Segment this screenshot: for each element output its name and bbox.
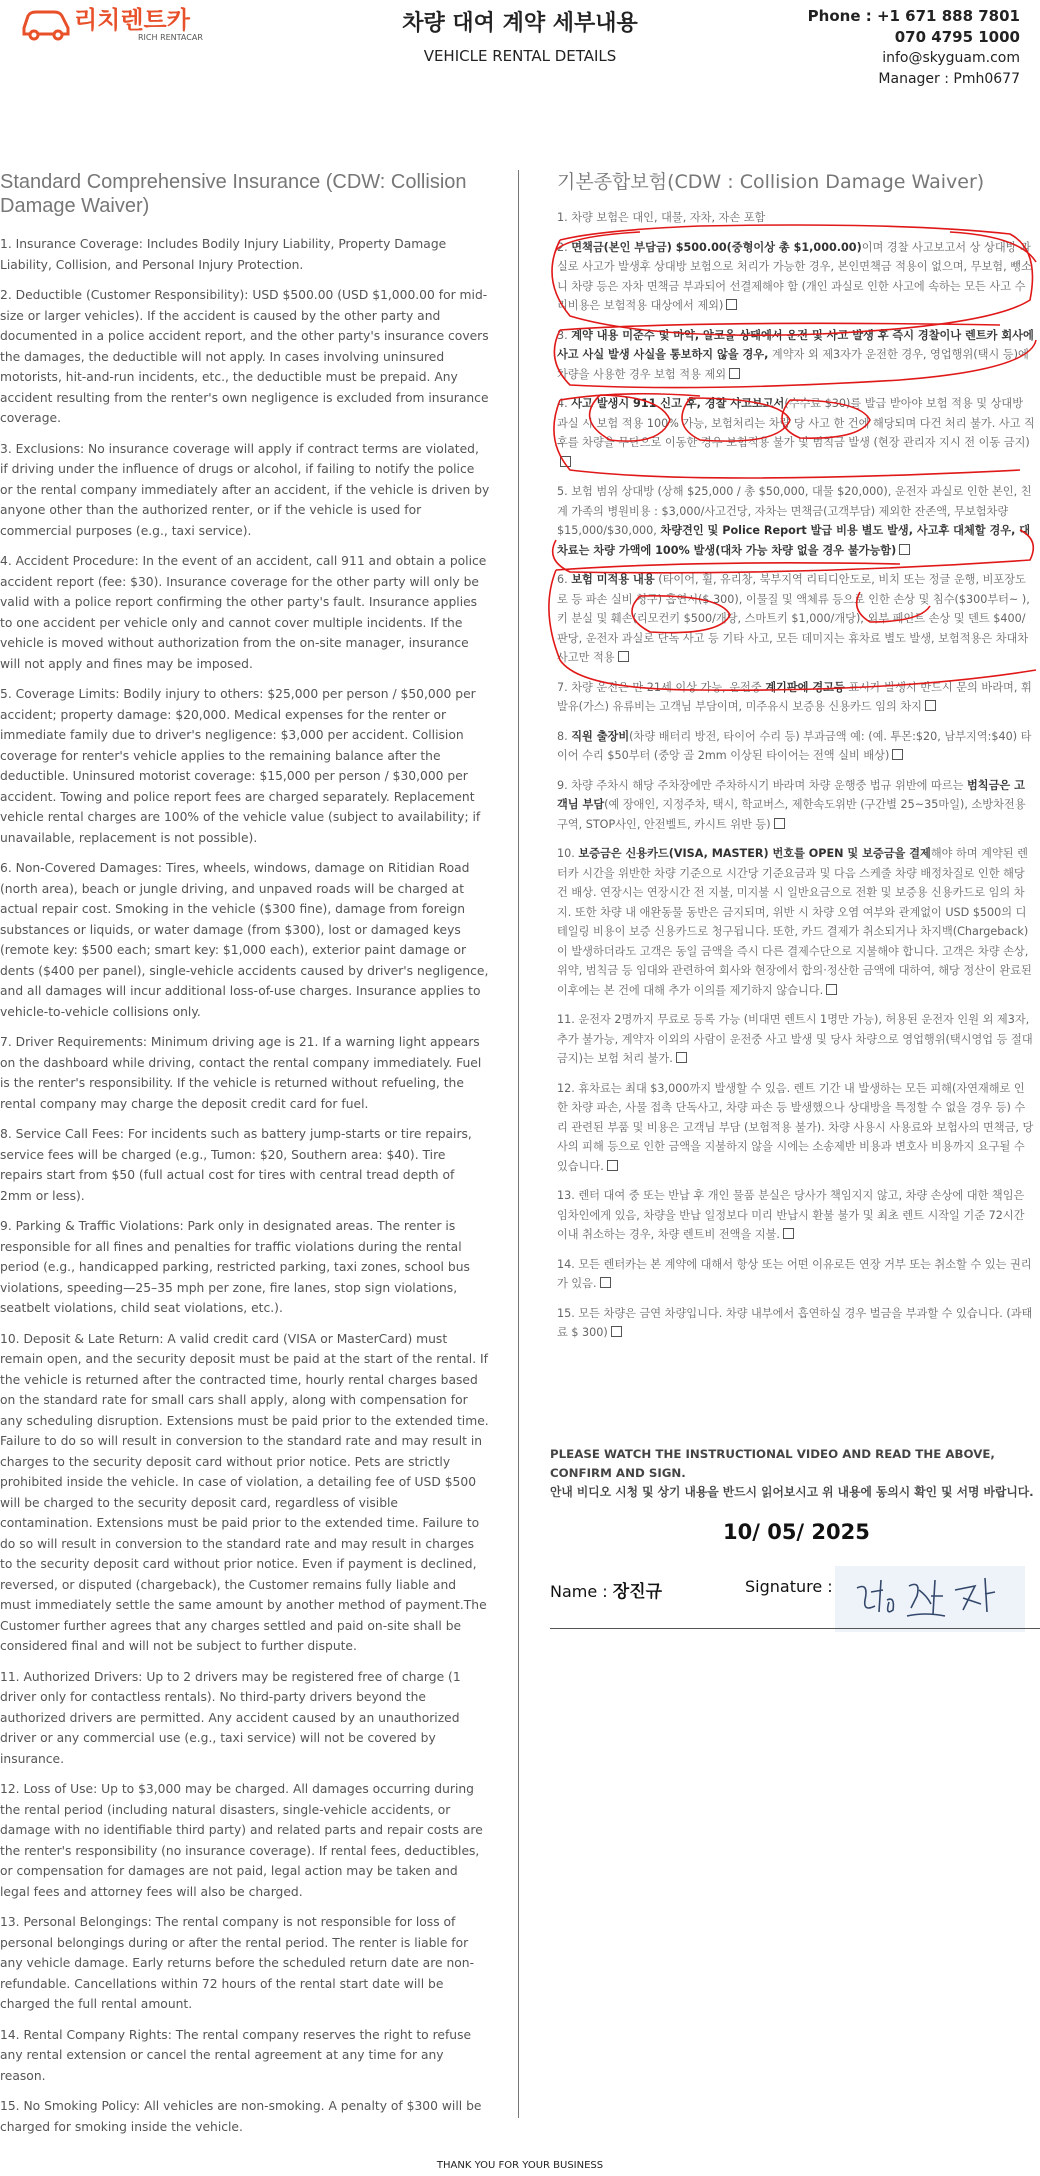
checkbox-icon[interactable] bbox=[892, 749, 903, 760]
english-term-15: 15. No Smoking Policy: All vehicles are non-smoking. A penalty of $300 will be charged for smoking inside the vehicle. bbox=[0, 2099, 482, 2134]
column-divider bbox=[518, 170, 519, 2118]
korean-terms bbox=[557, 170, 1035, 1353]
notice-english: PLEASE WATCH THE INSTRUCTIONAL VIDEO AND READ THE ABOVE, CONFIRM AND SIGN. bbox=[550, 1447, 995, 1480]
contact-block bbox=[808, 6, 1020, 90]
term-text: 12. 휴차료는 최대 $3,000까지 발생할 수 있음. 렌트 기간 내 발생하는 모든 피해(자연재해로 인한 차량 파손, 사물 접촉 단독사고, 차량 파손 등 발생했으나 상대방을 특정할 수 없을 경우 등) 수리 관련된 부품 및 비용은 고객님 부담 (보험적용 불가). 차량 사용시 사용료와 보험사의 면책금, 당사의 피해 등으로 인한 금액을 지불하지 않을 시에는 소송제반 비용과 변호사 비용까지 요구될 수 있습니다. bbox=[557, 1081, 1034, 1173]
checkbox-icon[interactable] bbox=[618, 651, 629, 662]
english-term-5: 5. Coverage Limits: Bodily injury to others: $25,000 per person / $50,000 per accident; property damage: $20,000. Medical expenses for the renter or immediate family due to driver's negligence: $3,000 per accident. Collision coverage for renter's vehicle applies to the remaining balance after the deductible. Uninsured motorist coverage: $15,000 per person / $30,000 per accident. Towing and police report fees are charged separately. Replacement vehicle rental charges are 100% of the vehicle value (subject to availability; if unavailable, replacement is not possible). bbox=[0, 687, 481, 845]
footer-text: THANK YOU FOR YOUR BUSINESS bbox=[436, 2160, 604, 2171]
korean-term-13 bbox=[557, 1186, 1035, 1245]
name-field bbox=[550, 1577, 662, 1602]
term-text: (타이어, 휠, 유리창, 북부지역 리티디안도로, 비치 또는 정글 운행, 비포장도로 등 파손 실비 청구) 흡연시($ 300), 이물질 및 액체류 등으로 인한 손상 및 침수($300부터~ ), 키 분실 및 훼손(리모컨키 $500/개당, 스마트키 $1,000/개당), 외부 페인트 손상 및 덴트 $400/판당, 운전자 과실로 단독 사고 등 기타 사고, 모든 데미지는 휴차료 별도 발생, 보험적용은 차대차 사고만 적용 bbox=[557, 573, 1030, 664]
term-text: 표시가 발생시 반드시 문의 바라며, 휘발유(가스) 유류비는 고객님 부담이며, 미주유시 보증용 신용카드 임의 차지 bbox=[557, 680, 1032, 713]
korean-term-12 bbox=[557, 1079, 1035, 1177]
title-english: VEHICLE RENTAL DETAILS bbox=[423, 47, 617, 65]
term-text: (예 장애인, 지정주차, 택시, 학교버스, 제한속도위반 (구간별 25~35마일), 소방차전용구역, STOP사인, 안전벨트, 카시트 위반 등) bbox=[557, 798, 1026, 831]
checkbox-icon[interactable] bbox=[783, 1228, 794, 1239]
english-term-13: 13. Personal Belongings: The rental company is not responsible for loss of personal belongings during or after the rental period. The renter is liable for any vehicle damage. Early returns before the scheduled return date are non-refundable. Cancellations within 72 hours of the rental start date will be charged the full rental amount. bbox=[0, 1915, 475, 2011]
name-value: 장진규 bbox=[612, 1582, 663, 1602]
checkbox-icon[interactable] bbox=[925, 700, 936, 711]
checkbox-icon[interactable] bbox=[676, 1052, 687, 1063]
english-terms bbox=[0, 170, 490, 2147]
korean-heading: 기본종합보험(CDW : Collision Damage Waiver) bbox=[557, 171, 985, 193]
term-text: 7. 차량 운전은 만 21세 이상 가능, 운전중 bbox=[557, 680, 766, 694]
korean-term-11 bbox=[557, 1010, 1035, 1069]
phone-primary: Phone : +1 671 888 7801 bbox=[807, 7, 1020, 25]
checkbox-icon[interactable] bbox=[726, 299, 737, 310]
english-term-1: 1. Insurance Coverage: Includes Bodily Injury Liability, Property Damage Liability, Collision, and Personal Injury Protection. bbox=[0, 237, 447, 272]
korean-term-14 bbox=[557, 1255, 1035, 1294]
email: info@skyguam.com bbox=[882, 50, 1020, 66]
checkbox-icon[interactable] bbox=[560, 456, 571, 467]
korean-term-9 bbox=[557, 776, 1035, 835]
signature-box[interactable] bbox=[835, 1566, 1025, 1632]
phone-secondary: 070 4795 1000 bbox=[894, 28, 1020, 46]
term-emphasis: 직원 출장비 bbox=[571, 729, 630, 743]
english-term-11: 11. Authorized Drivers: Up to 2 drivers may be registered free of charge (1 driver only for contactless rentals). No third-party drivers beyond the authorized drivers are permitted. Any accident caused by an unauthorized driver or any commercial use (e.g., taxi service) will not be covered by insurance. bbox=[0, 1669, 461, 1766]
term-text: (수수료 $30)를 발급 받아야 보험 적용 및 상대방 과실 시 보험 적용 100% 가능, 보험처리는 차량 당 사고 한 건에 해당되며 다건 처리 불가. 사고 직후를 차량을 무단으로 이동한 경우 보험적용 불가 및 범칙금 발생 (현장 관리자 지시 전 이동 금지) bbox=[557, 397, 1035, 449]
checkbox-icon[interactable] bbox=[826, 984, 837, 995]
term-text: 3. bbox=[557, 328, 572, 342]
checkbox-icon[interactable] bbox=[600, 1277, 611, 1288]
term-text: 8. bbox=[557, 729, 572, 743]
term-emphasis: 면책금(본인 부담금) $500.00(중형이상 총 $1,000.00) bbox=[571, 240, 862, 254]
term-text: 해야 하며 계약된 렌터카 시간을 위반한 차량 기준으로 시간당 기준요금과 및 다음 스케줄 차량 배정차질로 인한 해당건 배상. 연장시는 연장시간 전 지불, 미지불 시 일반요금으로 전환 및 보증용 신용카드로 임의 차지. 또한 차량 내 애완동물 동반은 금지되며, 위반 시 차량 오염 여부와 관계없이 USD $500의 디테일링 비용이 보증 신용카드로 청구됩니다. 또한, 카드 결제가 취소되거나 차지백(Chargeback)이 발생하더라도 고객은 동일 금액을 즉시 다른 결제수단으로 지불해야 합니다. 고객은 차량 손상, 위약, 범칙금 등 임대와 관련하여 회사와 현장에서 합의·정산한 금액에 대하여, 해당 정산이 완료된 이후에는 본 건에 대해 추가 이의를 제기하지 않습니다. bbox=[557, 847, 1032, 997]
term-text: 15. 모든 차량은 금연 차량입니다. 차량 내부에서 흡연하실 경우 벌금을 부과할 수 있습니다. (과태료 $ 300) bbox=[557, 1306, 1033, 1339]
term-text: 4. bbox=[557, 397, 572, 410]
korean-term-10 bbox=[557, 844, 1035, 1000]
signature-label: Signature : bbox=[745, 1577, 833, 1596]
signing-date: 10/ 05/ 2025 bbox=[723, 1520, 870, 1544]
term-text: 1. 차량 보험은 대인, 대물, 자차, 자손 포함 bbox=[557, 211, 766, 224]
logo-text: 리치렌트카 bbox=[74, 6, 190, 34]
term-text: 이며 경찰 사고보고서 상 상대방 과실로 사고가 발생후 상대방 보험으로 처리가 가능한 경우, 본인면책금 적용이 없으며, 무보험, 뺑소니 차량 등은 자차 면책금 부과되어 선결제해야 함 (개인 과실로 인한 사고에 속하는 모든 사고 수리비용은 보험적용 대상에서 제외) bbox=[557, 240, 1032, 312]
checkbox-icon[interactable] bbox=[899, 544, 910, 555]
korean-term-4 bbox=[557, 394, 1035, 472]
manager: Manager : Pmh0677 bbox=[878, 71, 1020, 87]
korean-term-3 bbox=[557, 326, 1035, 385]
name-label: Name : bbox=[550, 1582, 613, 1601]
logo-subtext: RICH RENTACAR bbox=[138, 33, 203, 42]
english-term-9: 9. Parking & Traffic Violations: Park only in designated areas. The renter is responsible for all fines and penalties for traffic violations during the rental period (e.g., handicapped parking, restricted parking, taxi zones, school bus violations, speeding—25–35 mph per zone, fire lanes, stop sign violations, seatbelt violations, child seat violations, etc.). bbox=[0, 1219, 470, 1315]
korean-term-15 bbox=[557, 1304, 1035, 1343]
checkbox-icon[interactable] bbox=[611, 1326, 622, 1337]
term-emphasis: 범칙금은 고객님 부담 bbox=[557, 778, 1025, 811]
term-emphasis: 보증금은 신용카드(VISA, MASTER) 번호를 OPEN 및 보증금을 결제 bbox=[578, 847, 931, 860]
english-term-2: 2. Deductible (Customer Responsibility): USD $500.00 (USD $1,000.00 for mid-size or larger vehicles). If the accident is caused by the other party and documented in a police accident report, and the other party's insurance covers the damages, the deductible will not apply. In cases involving uninsured motorists, hit-and-run incidents, etc., the deductible must be prepaid. Any accident resulting from the renter's own negligence is excluded from insurance coverage. bbox=[0, 288, 489, 425]
term-text: (차량 배터리 방전, 타이어 수리 등) 부과금액 예: (예. 투몬:$20, 남부지역:$40) 타이어 수리 $50부터 (중앙 골 2mm 이상된 타이어는 전액 실비 배상) bbox=[557, 729, 1032, 762]
english-term-8: 8. Service Call Fees: For incidents such as battery jump-starts or tire repairs, service fees will be charged (e.g., Tumon: $20, Southern area: $40). Tire repairs start from $50 (full actual cost for tires with central tread depth of 2mm or less). bbox=[0, 1127, 472, 1203]
term-emphasis: 보험 미적용 내용 bbox=[571, 573, 655, 586]
term-text: 11. 운전자 2명까지 무료로 등록 가능 (비대면 렌트시 1명만 가능), 허용된 운전자 인원 외 제3자, 추가 불가능, 계약자 이외의 사람이 운전중 사고 발생 및 당사 차량으로 영업행위(택시영업 등 절대 금지)는 보험 처리 불가. bbox=[557, 1013, 1033, 1065]
term-text: 2. bbox=[557, 240, 572, 254]
english-heading: Standard Comprehensive Insurance (CDW: Collision Damage Waiver) bbox=[0, 171, 467, 217]
korean-term-2 bbox=[557, 238, 1035, 316]
notice-korean: 안내 비디오 시청 및 상기 내용을 반드시 읽어보시고 위 내용에 동의시 확인 및 서명 바랍니다. bbox=[550, 1485, 1034, 1499]
signature-line bbox=[550, 1628, 1040, 1629]
signature-handwriting bbox=[835, 1566, 1025, 1632]
checkbox-icon[interactable] bbox=[607, 1160, 618, 1171]
term-emphasis: 사고 발생시 911 신고 후, 경찰 사고보고서 bbox=[571, 397, 785, 410]
english-term-3: 3. Exclusions: No insurance coverage will apply if contract terms are violated, if driving under the influence of drugs or alcohol, if failing to notify the police or the rental company immediately after an accident, if the vehicle is driven by anyone other than the authorized renter, or if the vehicle is used for commercial purposes (e.g., taxi service). bbox=[0, 441, 490, 538]
term-emphasis: 계기판에 경고등 bbox=[765, 680, 845, 694]
english-term-6: 6. Non-Covered Damages: Tires, wheels, windows, damage on Ritidian Road (north area), beach or jungle driving, and unpaved roads will be charged at actual repair cost. Smoking in the vehicle ($300 fine), damage from foreign substances or liquids, or water damage (from $300), lost or damaged keys (remote key: $500 each; smart key: $1,000 each), exterior paint damage or dents ($400 per panel), single-vehicle accidents caused by driver's negligence, and all damages will incur additional loss-of-use charges. Insurance applies to vehicle-to-vehicle collisions only. bbox=[0, 861, 489, 1019]
english-term-14: 14. Rental Company Rights: The rental company reserves the right to refuse any rental extension or cancel the rental agreement at any time for any reason. bbox=[0, 2027, 472, 2083]
english-term-10: 10. Deposit & Late Return: A valid credit card (VISA or MasterCard) must remain open, and the security deposit must be paid at the start of the rental. If the vehicle is returned after the contracted time, hourly rental charges based on the standard rate for small cars shall apply, along with compensation for any scheduling disruption. Extensions must be paid prior to the extended time. Failure to do so will result in conversion to the standard rate and may result in charges to the security deposit card without prior notice. Pets are strictly prohibited inside the vehicle. In case of violation, a detailing fee of USD $500 will be charged to the security deposit card, regardless of visible contamination. Extensions must be paid prior to the extended time. Failure to do so will result in conversion to the standard rate and may result in charges to the security deposit card without prior notice. Even if payment is declined, reversed, or disputed (chargeback), the Customer remains fully liable and must immediately settle the same amount by another method of payment.The Customer further agrees that any charges settled and paid on-site shall be considered final and will not be subject to further dispute. bbox=[0, 1331, 489, 1653]
signing-notice bbox=[550, 1445, 1040, 1502]
korean-term-6 bbox=[557, 570, 1035, 668]
term-text: 14. 모든 렌터카는 본 계약에 대해서 항상 또는 어떤 이유로든 연장 거부 또는 취소할 수 있는 권리가 있음. bbox=[557, 1257, 1032, 1290]
checkbox-icon[interactable] bbox=[729, 368, 740, 379]
english-term-12: 12. Loss of Use: Up to $3,000 may be charged. All damages occurring during the rental period (including natural disasters, single-vehicle accidents, or damage with no identifiable third party) and related parts and repair costs are the renter's responsibility (no insurance coverage). If rental fees, deductibles, or compensation for damages are not paid, legal action may be taken and legal fees and attorney fees will also be charged. bbox=[0, 1782, 483, 1899]
term-text: 계약자 외 제3자가 운전한 경우, 영업행위(택시 등)에 차량을 사용한 경우 보험 적용 제외 bbox=[557, 348, 1029, 381]
term-text: 13. 렌터 대여 중 또는 반납 후 개인 물품 분실은 당사가 책임지지 않고, 차량 손상에 대한 책임은 임차인에게 있음, 차량을 반납 일정보다 미리 반납시 환불 불가 및 최초 렌트 시작일 기준 72시간 이내 취소하는 경우, 차량 렌트비 전액을 지불. bbox=[557, 1189, 1025, 1241]
english-term-7: 7. Driver Requirements: Minimum driving age is 21. If a warning light appears on the dashboard while driving, contact the rental company immediately. Fuel is the renter's responsibility. If the vehicle is returned without refueling, the rental company may charge the deposit credit card for fuel. bbox=[0, 1035, 482, 1111]
term-text: 6. bbox=[557, 573, 572, 586]
korean-term-7 bbox=[557, 678, 1035, 717]
title-korean: 차량 대여 계약 세부내용 bbox=[402, 11, 638, 36]
korean-term-8 bbox=[557, 727, 1035, 766]
english-term-4: 4. Accident Procedure: In the event of an accident, call 911 and obtain a police accident report (fee: $30). Insurance coverage for the other party will only be valid with a police report confirming the other party's fault. Insurance applies to one accident per vehicle only and cannot cover multiple incidents. If the vehicle is moved without authorization from the on-site manager, insurance will not apply and fines may be imposed. bbox=[0, 554, 487, 671]
term-emphasis: 차량견인 및 Police Report 발급 비용 별도 발생, 사고후 대체할 경우, 대차료는 차량 가액에 100% 발생(대차 가능 차량 없을 경우 불가능함) bbox=[557, 524, 1031, 557]
term-text: 5. 보험 범위 상대방 (상해 $25,000 / 총 $50,000, 대물 $20,000), 운전자 과실로 인한 본인, 친계 가족의 병원비용 : $3,000/사고건당, 자차는 면책금(고객부담) 제외한 잔존액, 무보험차량 $15,000/$30,000, bbox=[557, 485, 1032, 537]
term-emphasis: 계약 내용 미준수 및 마약, 알코올 상태에서 운전 및 사고 발생 후 즉시 경찰이나 렌트카 회사에 사고 사실 발생 사실을 통보하지 않을 경우, bbox=[557, 328, 1034, 361]
checkbox-icon[interactable] bbox=[774, 818, 785, 829]
korean-term-1 bbox=[557, 208, 1035, 228]
term-text: 10. bbox=[557, 847, 579, 860]
term-text: 9. 차량 주차시 해당 주차장에만 주차하시기 바라며 차량 운행중 법규 위반에 따르는 bbox=[557, 778, 967, 792]
korean-term-5 bbox=[557, 482, 1035, 560]
